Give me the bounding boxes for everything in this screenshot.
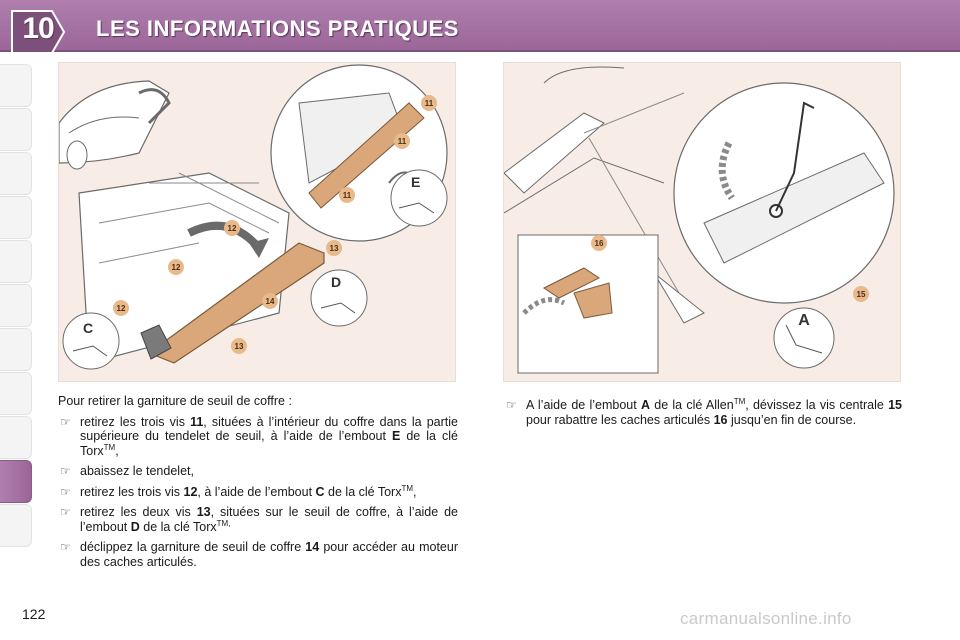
chapter-tab[interactable] <box>0 372 32 415</box>
tool-label-a: A <box>798 312 810 329</box>
pointing-hand-icon: ☞ <box>60 484 71 499</box>
chapter-tab[interactable] <box>0 504 32 547</box>
instructions-left <box>58 394 458 575</box>
illustration-trunk-sill-trim <box>58 62 456 382</box>
pointing-hand-icon: ☞ <box>60 540 71 554</box>
callout-12: 12 <box>116 304 126 313</box>
chapter-tab-active[interactable] <box>0 460 32 503</box>
callout-11: 11 <box>397 137 407 146</box>
watermark: carmanualsonline.info <box>680 609 852 628</box>
chapter-tab[interactable] <box>0 240 32 283</box>
callout-15: 15 <box>856 290 866 299</box>
hinged-covers-drawing <box>504 63 901 382</box>
chapter-number: 10 <box>22 12 54 45</box>
instruction-step: ☞ A l’aide de l’embout A de la clé Allen™, dévissez la vis centrale 15 pour rabattre les caches articulés 16 jusqu’en fin de course. <box>506 396 902 427</box>
callout-11: 11 <box>342 191 352 200</box>
tool-label-c: C <box>83 320 94 336</box>
callout-12: 12 <box>171 263 181 272</box>
chapter-tab[interactable] <box>0 416 32 459</box>
instruction-step: ☞ retirez les deux vis 13, situées sur le seuil de coffre, à l’aide de l’embout D de la clé Torx$^{TM,}$ <box>60 505 459 534</box>
tool-label-d: D <box>331 274 342 290</box>
pointing-hand-icon: ☞ <box>506 398 517 412</box>
callout-13: 13 <box>234 342 244 351</box>
instructions-right <box>504 398 902 433</box>
trunk-sill-drawing <box>59 63 456 382</box>
instruction-step: ☞ retirez les trois vis 11, situées à l’intérieur du coffre dans la partie supérieure du tendelet de seuil, à l’aide de l’embout E de la clé Torx™, <box>60 414 458 458</box>
instruction-step: ☞ abaissez le tendelet, <box>60 464 194 478</box>
instructions-intro: Pour retirer la garniture de seuil de coffre : <box>58 394 292 408</box>
callout-16: 16 <box>594 239 604 248</box>
chapter-tabs <box>0 64 34 574</box>
chapter-tab[interactable] <box>0 328 32 371</box>
pointing-hand-icon: ☞ <box>60 414 71 429</box>
pointing-hand-icon: ☞ <box>60 505 71 519</box>
instruction-step: ☞ déclippez la garniture de seuil de coffre 14 pour accéder au moteur des caches articulés. <box>60 540 458 569</box>
callout-11: 11 <box>424 99 434 108</box>
chapter-tab[interactable] <box>0 196 32 239</box>
callout-14: 14 <box>265 297 275 306</box>
callout-13: 13 <box>329 244 339 253</box>
illustration-hinged-covers <box>503 62 901 382</box>
instruction-step: ☞ retirez les trois vis 12, à l’aide de l’embout C de la clé Torx™, <box>60 483 417 499</box>
tool-label-e: E <box>411 174 421 190</box>
header-divider <box>0 50 960 52</box>
pointing-hand-icon: ☞ <box>60 464 71 478</box>
chapter-tab[interactable] <box>0 64 32 107</box>
chapter-tab[interactable] <box>0 108 32 151</box>
chapter-tab[interactable] <box>0 152 32 195</box>
page-number: 122 <box>22 606 46 622</box>
chapter-tab[interactable] <box>0 284 32 327</box>
page-title: LES INFORMATIONS PRATIQUES <box>96 16 459 41</box>
callout-12: 12 <box>227 224 237 233</box>
